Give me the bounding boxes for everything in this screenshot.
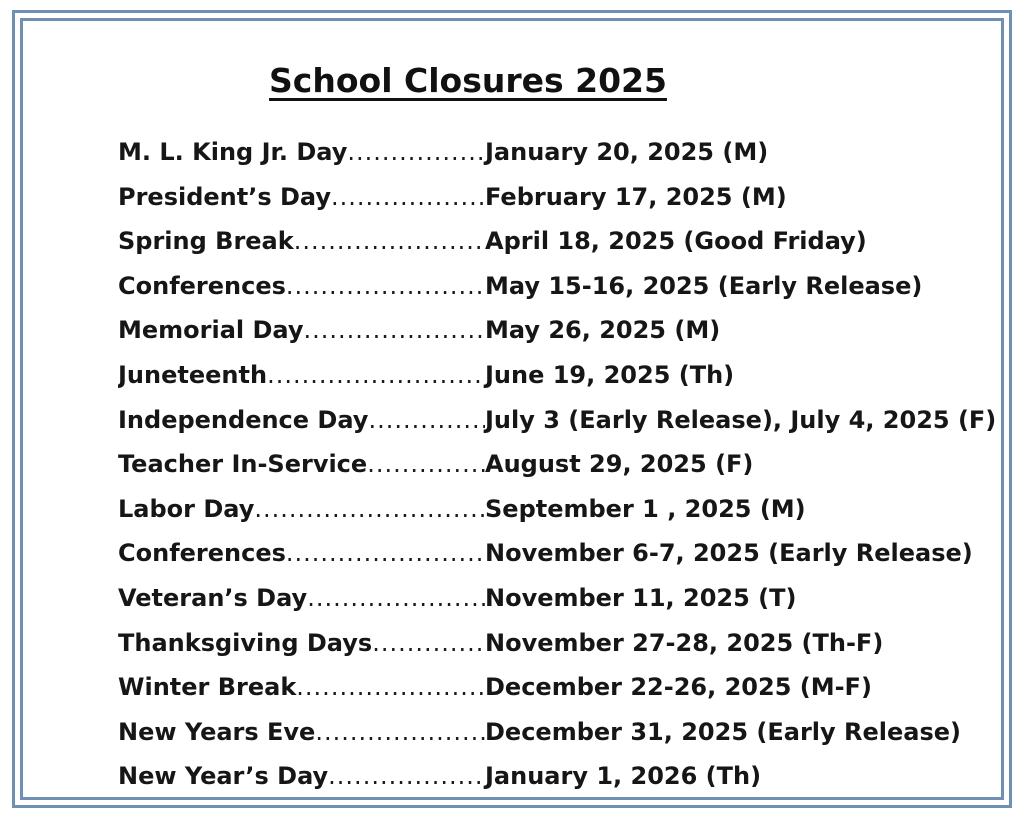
closure-list [118, 138, 1018, 807]
leader-dots [367, 450, 485, 478]
closure-name: Veteran’s Day [118, 583, 308, 612]
closure-date: June 19, 2025 (Th) [485, 360, 735, 389]
closure-date: November 27-28, 2025 (Th-F) [485, 628, 884, 657]
leader-dots [296, 673, 485, 701]
closure-name: President’s Day [118, 182, 332, 211]
closure-name: Teacher In-Service [118, 450, 368, 479]
closure-row [118, 227, 1018, 272]
leader-dots [368, 406, 485, 434]
leader-dots [331, 183, 485, 211]
closure-name: Conferences [118, 271, 286, 300]
closure-name: New Years Eve [118, 717, 316, 746]
closure-name: M. L. King Jr. Day [118, 138, 348, 166]
closure-name: Winter Break [118, 673, 297, 702]
closure-row [118, 183, 1018, 228]
closure-row [118, 138, 1018, 183]
leader-dots [304, 316, 485, 344]
leader-dots [254, 495, 485, 523]
closure-date: November 6-7, 2025 (Early Release) [485, 539, 973, 568]
closure-name: Independence Day [118, 405, 369, 434]
leader-dots [315, 718, 485, 746]
leader-dots [294, 227, 485, 255]
leader-dots [328, 762, 485, 790]
closure-row [118, 495, 1018, 540]
closure-row [118, 272, 1018, 317]
closure-date: July 3 (Early Release), July 4, 2025 (F) [485, 405, 997, 434]
closure-row [118, 406, 1018, 451]
page-title: School Closures 2025 [269, 61, 667, 100]
closure-name: Memorial Day [118, 316, 304, 345]
closure-date: May 15-16, 2025 (Early Release) [485, 271, 923, 300]
closure-name: New Year’s Day [118, 762, 329, 791]
closure-row [118, 539, 1018, 584]
closure-row [118, 584, 1018, 629]
closure-date: April 18, 2025 (Good Friday) [485, 227, 867, 256]
closure-row [118, 629, 1018, 674]
closure-date: January 1, 2026 (Th) [485, 762, 762, 791]
leader-dots [347, 138, 485, 166]
closure-date: February 17, 2025 (M) [485, 182, 787, 211]
closure-name: Labor Day [118, 494, 255, 523]
closure-row [118, 762, 1018, 807]
leader-dots [286, 272, 485, 300]
closure-name: Juneteenth [118, 360, 268, 389]
leader-dots [286, 539, 485, 567]
closure-date: August 29, 2025 (F) [485, 450, 754, 479]
leader-dots [307, 584, 485, 612]
closure-date: November 11, 2025 (T) [485, 583, 797, 612]
closure-row [118, 450, 1018, 495]
closure-date: December 31, 2025 (Early Release) [485, 717, 961, 746]
closure-name: Conferences [118, 539, 286, 568]
outer-border-frame [12, 10, 1012, 808]
closure-date: September 1 , 2025 (M) [485, 494, 806, 523]
closure-name: Spring Break [118, 227, 294, 256]
leader-dots [267, 361, 485, 389]
closure-row [118, 316, 1018, 361]
closure-date: December 22-26, 2025 (M-F) [485, 673, 872, 702]
closure-row [118, 361, 1018, 406]
closure-row [118, 718, 1018, 763]
leader-dots [372, 629, 485, 657]
closure-date: January 20, 2025 (M) [485, 138, 769, 166]
closure-row [118, 673, 1018, 718]
closure-name: Thanksgiving Days [118, 628, 373, 657]
inner-border-frame [20, 18, 1004, 800]
closure-date: May 26, 2025 (M) [485, 316, 721, 345]
